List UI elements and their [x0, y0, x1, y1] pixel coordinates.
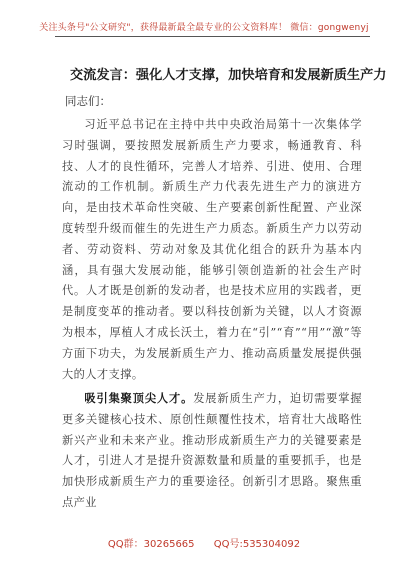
paragraph-1: 习近平总书记在主持中共中央政治局第十一次集体学习时强调，要按照发展新质生产力要求，畅通教育、科技、人才的良性循环，完善人才培养、引进、使用、合理流动的工作机制。新质生产力代表先进生产力的演进方向，是由技术革命性突破、生产要素创新性配置、产业深度转型升级而催生的先进生产力质态。新质生产力以劳动者、劳动资料、劳动对象及其优化组合的跃升为基本内涵，具有强大发展动能，能够引领创造新的社会生产时代。人才既是创新的发动者，也是技术应用的实践者，更是制度变革的推动者。要以科技创新为关键，以人才资源为根本，厚植人才成长沃土，着力在“引”“育”“用”“激”等方面下功夫，为发展新质生产力、推动高质量发展提供强大的人才支撑。: [62, 118, 362, 381]
header-note: 关注头条号"公文研究"，获得最新最全最专业的公文资料库！ 微信：gongwenyj: [39, 23, 369, 33]
paragraph-2: [62, 388, 362, 514]
greeting: 同志们：: [65, 94, 111, 108]
footer-qq-number: QQ号:535304092: [213, 539, 301, 550]
header-divider: [55, 36, 370, 37]
footer-qq-group: QQ群：30265665: [107, 539, 195, 550]
paragraph-2-body: 发展新质生产力，迫切需要掌握更多关键核心技术、原创性颠覆性技术，培育壮大战略性新兴产业和未来产业。推动形成新质生产力的关键要素是人才，引进人才是提升资源数量和质量的重要抓手，也是加快形成新质生产力的重要途径。创新引才思路。聚焦重点产业: [62, 392, 362, 509]
footer: [0, 535, 408, 550]
document-title: 交流发言：强化人才支撑，加快培育和发展新质生产力: [70, 68, 387, 83]
paragraph-2-lead: 吸引集聚顶尖人才。: [84, 391, 194, 405]
